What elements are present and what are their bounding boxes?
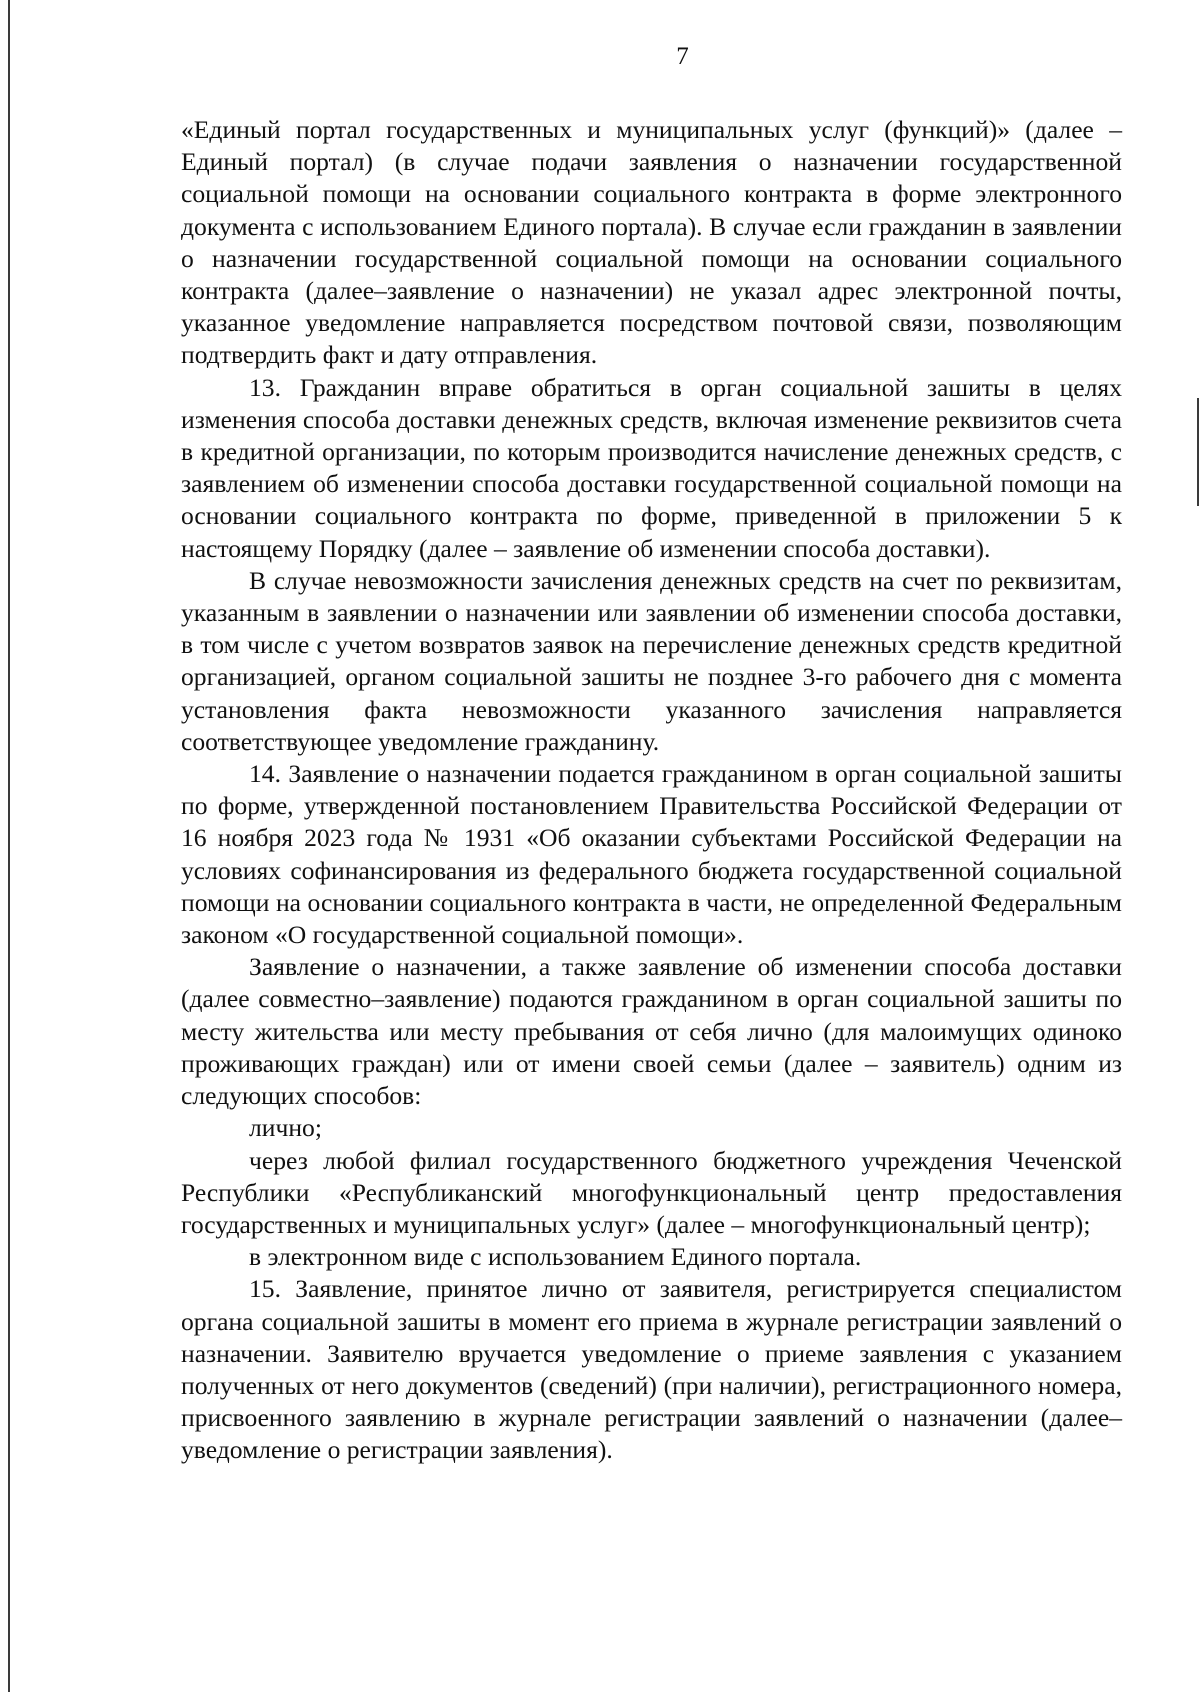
paragraph-13: 13. Гражданин вправе обратиться в орган социальной зашиты в целях изменения способа доставки денежных средств, включая изменение реквизитов счета в кредитной организации, по которым производится начисление денежных средств, с заявлением об изменении способа доставки государственной социальной помощи на основании социального контракта по форме, приведенной в приложении 5 к настоящему Порядку (далее – заявление об изменении способа доставки). [181, 372, 1122, 563]
paragraph-14-submission: Заявление о назначении, а также заявление об изменении способа доставки (далее совместно–заявление) подаются гражданином в орган социальной зашиты по месту жительства или месту пребывания от себя лично (для малоимущих одиноко проживающих граждан) или от имени своей семьи (далее – заявитель) одним из следующих способов: [181, 952, 1122, 1111]
paragraph-13-delivery-failure: В случае невозможности зачисления денежных средств на счет по реквизитам, указанным в заявлении о назначении или заявлении об изменении способа доставки, в том числе с учетом возвратов заявок на перечисление денежных средств кредитной организацией, органом социальной зашиты не позднее 3-го рабочего дня с момента установления факта невозможности указанного зачисления направляется соответствующее уведомление гражданину. [181, 565, 1122, 756]
page-number: 7 [676, 43, 689, 70]
list-item-electronic: в электронном виде с использованием Единого портала. [249, 1242, 862, 1272]
paragraph-12-continuation: «Единый портал государственных и муниципальных услуг (функций)» (далее – Единый портал) (в случае подачи заявления о назначении государственной социальной помощи на основании социального контракта в форме электронного документа с использованием Единого портала). В случае если гражданин в заявлении о назначении государственной социальной помощи на основании социального контракта (далее–заявление о назначении) не указал адрес электронной почты, указанное уведомление направляется посредством почтовой связи, позволяющим подтвердить факт и дату отправления. [181, 115, 1122, 370]
paragraph-14: 14. Заявление о назначении подается гражданином в орган социальной зашиты по форме, утвержденной постановлением Правительства Российской Федерации от 16 ноября 2023 года № 1931 «Об оказании субъектами Российской Федерации на условиях софинансирования из федерального бюджета государственной социальной помощи на основании социального контракта в части, не определенной Федеральным законом «О государственной социальной помощи». [181, 759, 1122, 950]
list-item-in-person: лично; [249, 1113, 322, 1143]
list-item-mfc: через любой филиал государственного бюджетного учреждения Чеченской Республики «Республиканский многофункциональный центр предоставления государственных и муниципальных услуг» (далее – многофункциональный центр); [181, 1145, 1122, 1239]
scan-edge-right [1197, 398, 1199, 506]
paragraph-15: 15. Заявление, принятое лично от заявителя, регистрируется специалистом органа социальной зашиты в момент его приема в журнале регистрации заявлений о назначении. Заявителю вручается уведомление о приеме заявления с указанием полученных от него документов (сведений) (при наличии), регистрационного номера, присвоенного заявлению в журнале регистрации заявлений о назначении (далее–уведомление о регистрации заявления). [181, 1274, 1122, 1465]
scan-edge-left [8, 0, 10, 1692]
document-body [181, 114, 1122, 1467]
